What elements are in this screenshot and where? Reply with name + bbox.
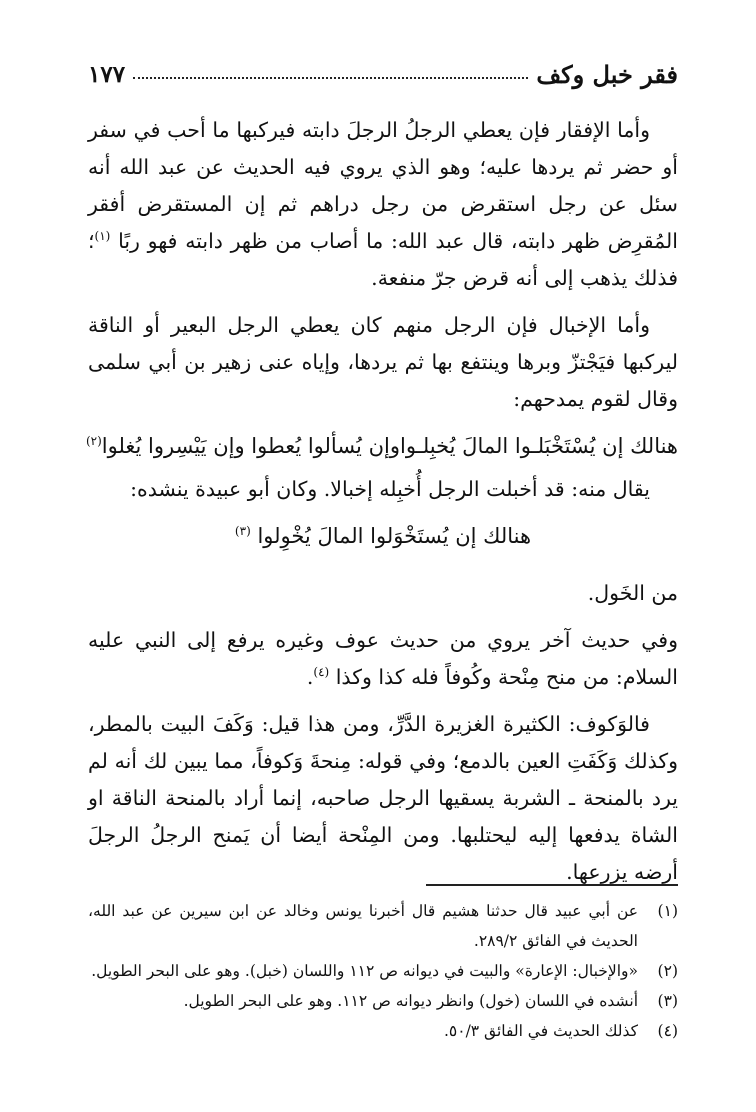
paragraph-wakuf: فالوَكوف: الكثيرة الغزيرة الدَّرِّ، ومن هذا قيل: وَكَفَ البيت بالمطر، وكذلك وَكَفَتِ العين بالدمع؛ وفي قوله: مِنحةَ وَكوفاً، مما يبين لك أنه لم يرد بالمنحة ـ الشربة يسقيها الرجل صاحبه، إنما أراد بالمنحة الناقة او الشاة يدفعها إليه ليحتلبها. ومن المِنْحة أيضا أن يَمنح الرجلُ الرجلَ أرضه يزرعها. (88, 712, 678, 884)
verse-zuhair (85, 428, 678, 465)
footnote-text: كذلك الحديث في الفائق ٥٠/٣. (443, 1022, 638, 1040)
verse-hemistich-first: هنالك إن يُسْتَخْبَلـوا المالَ يُخبِلـوا (399, 434, 678, 458)
footnote-1 (88, 896, 678, 956)
footnote-3 (88, 986, 678, 1016)
paragraph-abu-ubayda: يقال منه: قد أخبلت الرجل أُخبِله إخبالا. وكان أبو عبيدة ينشده: (130, 477, 650, 501)
paragraph-khawl: من الخَول. (587, 581, 678, 605)
header-title: فقر خبل وكف (536, 59, 678, 89)
footnotes (88, 896, 678, 1046)
footnote-text: أنشده في اللسان (خول) وانظر ديوانه ص ١١٢. وهو على البحر الطويل. (183, 992, 638, 1010)
paragraph-ikhbal: وأما الإخبال فإن الرجل منهم كان يعطي الرجل البعير أو الناقة ليركبها فيَجْتزّ وبرها وينتفع بها ثم يردها، وإياه عنى زهير بن أبي سلمى وقال لقوم يمدحهم: (88, 313, 678, 411)
running-header (88, 54, 678, 94)
footnote-number: (٢) (657, 962, 678, 980)
main-text (85, 112, 678, 901)
footnote-2 (88, 956, 678, 986)
footnote-ref-2: (٢) (85, 434, 102, 448)
footnote-number: (١) (657, 902, 678, 920)
verse-abu-ubayda: هنالك إن يُستَخْوَلوا المالَ يُخْوِلوا $^{(٣)}$ (234, 524, 532, 548)
footnote-ref-3: (٣) (234, 524, 251, 538)
paragraph-ifqar: وأما الإفقار فإن يعطي الرجلُ الرجلَ دابته فيركبها ما أحب في سفر أو حضر ثم يردها عليه؛ وهو الذي يروي فيه الحديث عن عبد الله أنه سئل عن رجل استقرض من رجل دراهم ثم إن المستقرض أفقر المُقرِض ظهر دابته، قال عبد الله: ما أصاب من ظهر دابته فهو ربًا $^{(١)}$؛ فذلك يذهب إلى أنه قرض جرّ منفعة. (88, 118, 678, 290)
header-dotted-rule (133, 77, 528, 79)
page-number: ١٧٧ (88, 60, 126, 88)
verse-hemistich-second: وإن يُسألوا يُعطوا وإن يَيْسِروا يُغلوا$^{(٢)}$ (85, 434, 400, 458)
footnote-ref-4: (٤) (313, 665, 330, 680)
footnote-ref-1: (١) (94, 229, 111, 244)
footnote-number: (٤) (657, 1022, 678, 1040)
footnote-separator (426, 884, 678, 886)
footnote-text: «والإخبال: الإعارة» والبيت في ديوانه ص ١١٢ واللسان (خبل). وهو على البحر الطويل. (91, 962, 638, 980)
footnote-number: (٣) (657, 992, 678, 1010)
footnote-4 (88, 1016, 678, 1046)
paragraph-hadith-awf: وفي حديث آخر يروي من حديث عوف وغيره يرفع إلى النبي عليه السلام: من منح مِنْحة وكُوفاً فله كذا وكذا $^{(٤)}$. (88, 628, 678, 689)
footnote-text: عن أبي عبيد قال حدثنا هشيم قال أخبرنا يونس وخالد عن ابن سيرين عن عبد الله، الحديث في الفائق ٢٨٩/٢. (88, 902, 638, 950)
